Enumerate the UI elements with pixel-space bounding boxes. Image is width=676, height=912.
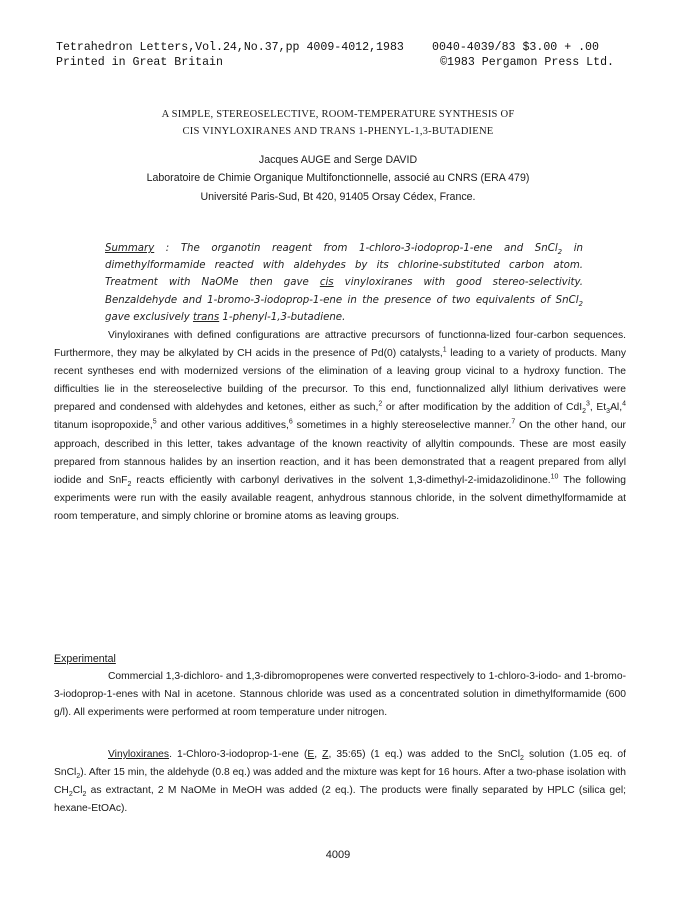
reference-marker: 6 — [288, 419, 293, 427]
procedure-text: ). After 15 min, the aldehyde (0.8 eq.) was added and the mixture was kept for 16 hours. After a two-phase isolation with CH — [54, 767, 626, 797]
emphasis-trans: trans — [192, 311, 220, 323]
subscript: 3 — [606, 408, 611, 416]
subscript: 2 — [127, 480, 132, 488]
intro-text: , Et — [589, 402, 607, 414]
intro-text: and other various additives, — [156, 420, 289, 432]
affiliation-line-1: Laboratoire de Chimie Organique Multifonctionnelle, associé au CNRS (ERA 479) — [146, 172, 530, 184]
isomer-e: E — [307, 749, 315, 760]
procedure-text: as extractant, 2 M NaOMe in MeOH was added (2 eq.). The products were finally separated by HPLC (silica gel; hexane-EtOAc). — [54, 785, 626, 815]
introduction-paragraph — [54, 327, 626, 526]
intro-text: The following experiments were run with the easily available reagent, anhydrous stannous chloride, in the solvent dimethylformamide at room temperature, and simply chlorine or bromine atoms as leaving groups. — [54, 474, 626, 522]
intro-text: leading to a variety of products. Many recent syntheses end with modernized versions of the elimination of a leaving group vicinal to a hydroxy function. The difficulties lie in the stereoselective building of the precursor. To this end, functionnalized allyl lithium derivatives were prepared and condensed with aldehydes and ketones, either as such, — [54, 348, 626, 414]
reference-marker: 3 — [586, 400, 590, 408]
title-line-1: A SIMPLE, STEREOSELECTIVE, ROOM-TEMPERATURE SYNTHESIS OF — [161, 109, 515, 120]
subscript: 2 — [582, 408, 586, 416]
vinyloxiranes-label: Vinyloxiranes — [108, 749, 170, 760]
reference-marker: 1 — [442, 346, 447, 354]
subscript: 2 — [578, 299, 583, 308]
experimental-paragraph: Commercial 1,3-dichloro- and 1,3-dibromopropenes were converted respectively to 1-chloro-3-iodo- and 1-bromo-3-iodoprop-1-enes with NaI in acetone. Stannous chloride was used as a concentrated solution in dimethylformamide (600 g/l). All experiments were performed at room temperature under nitrogen. — [54, 671, 626, 719]
reference-marker: 5 — [152, 419, 157, 427]
experimental-heading: Experimental — [54, 653, 116, 665]
procedure-text: , 35:65) (1 eq.) was added to the SnCl — [328, 749, 521, 760]
subscript: 2 — [82, 791, 87, 799]
intro-text: reacts efficiently with carbonyl derivatives in the solvent 1,3-dimethyl-2-imidazolidinone. — [131, 474, 551, 486]
subscript: 2 — [520, 755, 524, 763]
isomer-z: Z — [322, 749, 329, 760]
citation-line: Tetrahedron Letters,Vol.24,No.37,pp 4009-4012,1983 — [56, 41, 404, 54]
subscript: 2 — [76, 773, 81, 781]
summary-text: 1-phenyl-1,3-butadiene. — [219, 311, 346, 323]
page-number: 4009 — [325, 849, 351, 861]
reference-marker: 10 — [550, 473, 559, 481]
summary-label: Summary — [105, 243, 155, 254]
paper-title — [0, 106, 676, 140]
intro-text: Vinyloxiranes with defined configurations are attractive precursors of functionna-lized four-carbon sequences. Furthermore, they may be alkylated by CH acids in the presence of Pd(0) catalysts, — [54, 330, 626, 360]
summary-text: vinyloxiranes with good stereo-selectivity. Benzaldehyde and 1-bromo-3-iodoprop-1-ene in the presence of two equivalents of SnCl — [105, 277, 583, 306]
procedure-text: Cl — [72, 785, 83, 797]
intro-text: or after modification by the addition of CdI — [382, 402, 583, 414]
reference-marker: 7 — [511, 419, 516, 427]
issn-price-line: 0040-4039/83 $3.00 + .00 — [432, 41, 599, 54]
copyright-block — [432, 40, 614, 70]
summary-text: : The organotin reagent from 1-chloro-3-iodoprop-1-ene and SnCl — [154, 243, 558, 254]
subscript: 2 — [68, 791, 73, 799]
reference-marker: 2 — [378, 400, 383, 408]
emphasis-cis: cis — [319, 277, 334, 289]
procedure-text: solution (1.05 eq. of SnCl — [54, 749, 626, 779]
title-line-2: CIS VINYLOXIRANES AND TRANS 1-PHENYL-1,3-BUTADIENE — [182, 126, 494, 137]
journal-citation — [56, 40, 404, 70]
subscript: 2 — [557, 248, 563, 257]
summary-text: gave exclusively — [105, 311, 193, 323]
copyright-line: ©1983 Pergamon Press Ltd. — [440, 56, 614, 69]
intro-text: Al, — [610, 402, 623, 414]
summary-text: in dimethylformamide reacted with aldehydes by its chlorine-substituted carbon atom. Treatment with NaOMe then gave — [105, 243, 584, 289]
reference-marker: 4 — [622, 400, 626, 408]
vinyloxiranes-paragraph — [54, 746, 626, 818]
intro-text: sometimes in a highly stereoselective manner. — [292, 420, 512, 432]
affiliation-line-2: Université Paris-Sud, Bt 420, 91405 Orsay Cédex, France. — [200, 191, 476, 203]
printed-in-line: Printed in Great Britain — [56, 56, 223, 69]
procedure-text: , — [314, 749, 323, 760]
author-names: Jacques AUGE and Serge DAVID — [258, 154, 418, 166]
intro-text: titanum isopropoxide, — [54, 420, 153, 432]
procedure-text: . 1-Chloro-3-iodoprop-1-ene ( — [169, 749, 308, 760]
intro-text: On the other hand, our approach, described in this letter, takes advantage of the known reactivity of allyltin compounds. These are most easily prepared from stannous halides by an insertion reaction, and it has been demonstrated that a reagent prepared from allyl iodide and SnF — [54, 420, 626, 486]
summary-abstract — [105, 240, 583, 326]
